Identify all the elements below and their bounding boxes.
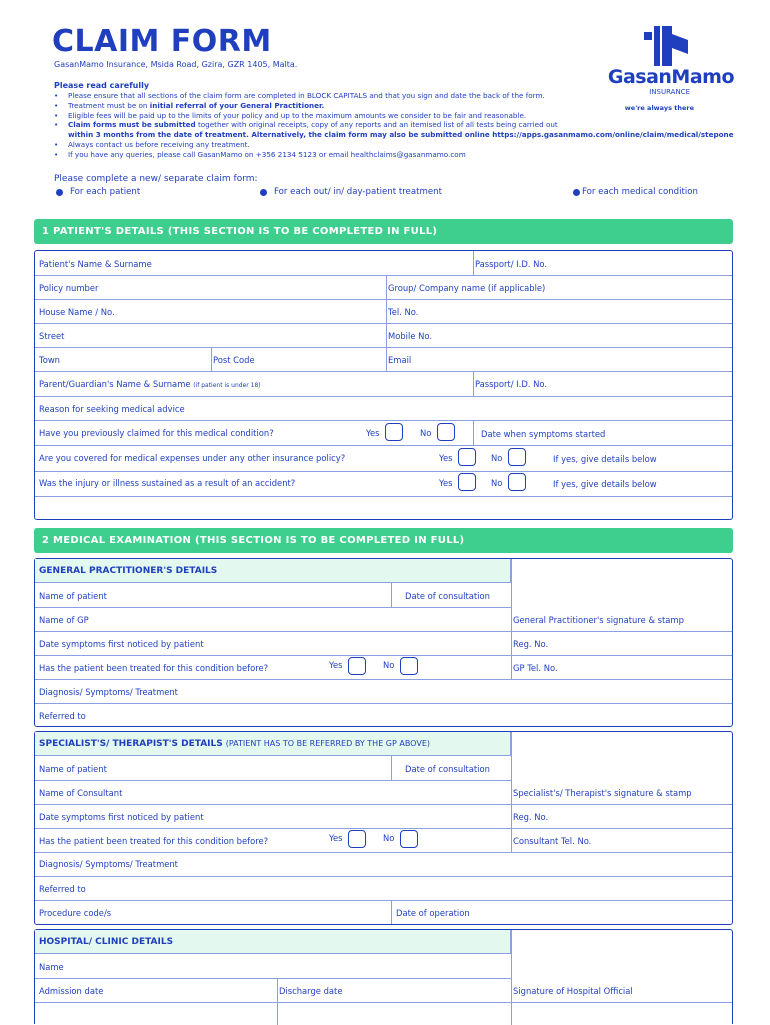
label-spec-date-consult: Date of consultation (405, 764, 490, 774)
logo-tagline: we're always there (624, 104, 694, 112)
label-no: No (491, 478, 503, 488)
section-2-header: 2 MEDICAL EXAMINATION (THIS SECTION IS TO BE COMPLETED IN FULL) (34, 528, 733, 553)
label-policy-number: Policy number (39, 283, 99, 293)
checkbox-gp-treated-no[interactable] (400, 657, 418, 675)
bullet-icon (260, 189, 267, 196)
patient-details-box (34, 250, 733, 520)
label-no: No (491, 453, 503, 463)
logo-brand: GasanMamo (607, 66, 734, 88)
label-yes: Yes (439, 478, 453, 488)
instruction-item: • Please ensure that all sections of the claim form are completed in BLOCK CAPITALS and that you sign and date the back of the form. (54, 91, 545, 100)
label-gp-date-noticed: Date symptoms first noticed by patient (39, 639, 204, 649)
label-gp-referred: Referred to (39, 711, 86, 721)
instruction-item: • If you have any queries, please call GasanMamo on +356 2134 5123 or email healthclaims@gasanmamo.com (54, 149, 466, 159)
label-reason: Reason for seeking medical advice (39, 404, 185, 414)
specialist-details-box (34, 731, 733, 925)
label-tel: Tel. No. (388, 307, 419, 317)
option-each-treatment: For each out/ in/ day-patient treatment (260, 187, 442, 197)
label-gp-diagnosis: Diagnosis/ Symptoms/ Treatment (39, 687, 178, 697)
hospital-heading: HOSPITAL/ CLINIC DETAILS (35, 930, 511, 954)
label-patient-name: Patient's Name & Surname (39, 259, 152, 269)
instructions-heading: Please read carefully (54, 81, 150, 90)
label-spec-reg-no: Reg. No. (513, 812, 549, 822)
checkbox-other-insurance-no[interactable] (508, 448, 526, 466)
label-gp-signature: General Practitioner's signature & stamp (513, 615, 684, 625)
label-yes: Yes (329, 660, 343, 670)
form-title: CLAIM FORM (52, 24, 272, 59)
label-gp-name: Name of GP (39, 615, 89, 625)
label-yes: Yes (439, 453, 453, 463)
instruction-item: • Claim forms must be submitted together with original receipts, copy of any reports and an itemised list of all tests being carried out (54, 120, 558, 130)
company-address: GasanMamo Insurance, Msida Road, Gzira, GZR 1405, Malta. (54, 60, 298, 69)
label-guardian-passport: Passport/ I.D. No. (475, 379, 547, 389)
section-1-header: 1 PATIENT'S DETAILS (THIS SECTION IS TO BE COMPLETED IN FULL) (34, 219, 733, 244)
label-no: No (383, 833, 395, 843)
label-discharge-date: Discharge date (279, 986, 343, 996)
label-passport: Passport/ I.D. No. (475, 259, 547, 269)
label-if-yes: If yes, give details below (553, 454, 657, 464)
gp-heading: GENERAL PRACTITIONER'S DETAILS (35, 559, 511, 583)
label-group-company: Group/ Company name (if applicable) (388, 283, 546, 293)
label-spec-procedure: Procedure code/s (39, 908, 112, 918)
label-spec-referred: Referred to (39, 884, 86, 894)
instruction-item: • Always contact us before receiving any treatment. (54, 139, 250, 149)
label-no: No (420, 428, 432, 438)
claim-options-prompt: Please complete a new/ separate claim form: (54, 174, 258, 184)
logo-sub: INSURANCE (649, 88, 690, 96)
option-each-patient: For each patient (56, 187, 140, 197)
label-gp-reg-no: Reg. No. (513, 639, 549, 649)
label-if-yes: If yes, give details below (553, 479, 657, 489)
label-date-symptoms: Date when symptoms started (481, 429, 606, 439)
label-post-code: Post Code (213, 355, 255, 365)
label-other-insurance: Are you covered for medical expenses under any other insurance policy? (39, 453, 346, 463)
label-hospital-signature: Signature of Hospital Official (513, 986, 633, 996)
instruction-item: • Treatment must be on initial referral of your General Practitioner. (54, 100, 325, 110)
label-yes: Yes (329, 833, 343, 843)
label-spec-tel: Consultant Tel. No. (513, 836, 592, 846)
instructions-list (54, 91, 744, 160)
label-street: Street (39, 331, 65, 341)
bullet-icon (56, 189, 63, 196)
label-gp-tel: GP Tel. No. (513, 663, 558, 673)
checkbox-gp-treated-yes[interactable] (348, 657, 366, 675)
label-gp-treated-before: Has the patient been treated for this condition before? (39, 663, 269, 673)
label-guardian: Parent/Guardian's Name & Surname (if patient is under 18) (39, 379, 261, 389)
checkbox-prev-claim-yes[interactable] (385, 423, 403, 441)
label-prev-claim: Have you previously claimed for this medical condition? (39, 428, 274, 438)
label-admission-date: Admission date (39, 986, 104, 996)
checkbox-prev-claim-no[interactable] (437, 423, 455, 441)
label-no: No (383, 660, 395, 670)
instruction-item: • Eligible fees will be paid up to the limits of your policy and up to the maximum amounts we consider to be fair and reasonable. (54, 110, 527, 120)
specialist-heading: SPECIALIST'S/ THERAPIST'S DETAILS (PATIENT HAS TO BE REFERRED BY THE GP ABOVE) (35, 732, 511, 756)
hospital-details-box (34, 929, 733, 1024)
label-spec-date-op: Date of operation (396, 908, 470, 918)
label-mobile: Mobile No. (388, 331, 433, 341)
label-email: Email (388, 355, 412, 365)
checkbox-spec-treated-no[interactable] (400, 830, 418, 848)
label-gp-name-patient: Name of patient (39, 591, 107, 601)
bullet-icon (573, 189, 580, 196)
label-town: Town (39, 355, 60, 365)
checkbox-accident-no[interactable] (508, 473, 526, 491)
checkbox-spec-treated-yes[interactable] (348, 830, 366, 848)
label-yes: Yes (366, 428, 380, 438)
label-spec-consultant: Name of Consultant (39, 788, 123, 798)
option-each-condition: For each medical condition (573, 187, 698, 197)
label-gp-date-consult: Date of consultation (405, 591, 490, 601)
gp-details-box (34, 558, 733, 727)
checkbox-accident-yes[interactable] (458, 473, 476, 491)
label-house: House Name / No. (39, 307, 115, 317)
label-spec-diagnosis: Diagnosis/ Symptoms/ Treatment (39, 859, 178, 869)
checkbox-other-insurance-yes[interactable] (458, 448, 476, 466)
label-hospital-name: Name (39, 962, 64, 972)
label-spec-name-patient: Name of patient (39, 764, 107, 774)
label-spec-date-noticed: Date symptoms first noticed by patient (39, 812, 204, 822)
label-spec-signature: Specialist's/ Therapist's signature & stamp (513, 788, 692, 798)
instruction-continuation: within 3 months from the date of treatment. Alternatively, the claim form may also be submitted online https://apps.gasanmamo.com/online/claim/medical/stepone (68, 130, 734, 140)
label-accident: Was the injury or illness sustained as a result of an accident? (39, 478, 296, 488)
label-spec-treated-before: Has the patient been treated for this condition before? (39, 836, 269, 846)
